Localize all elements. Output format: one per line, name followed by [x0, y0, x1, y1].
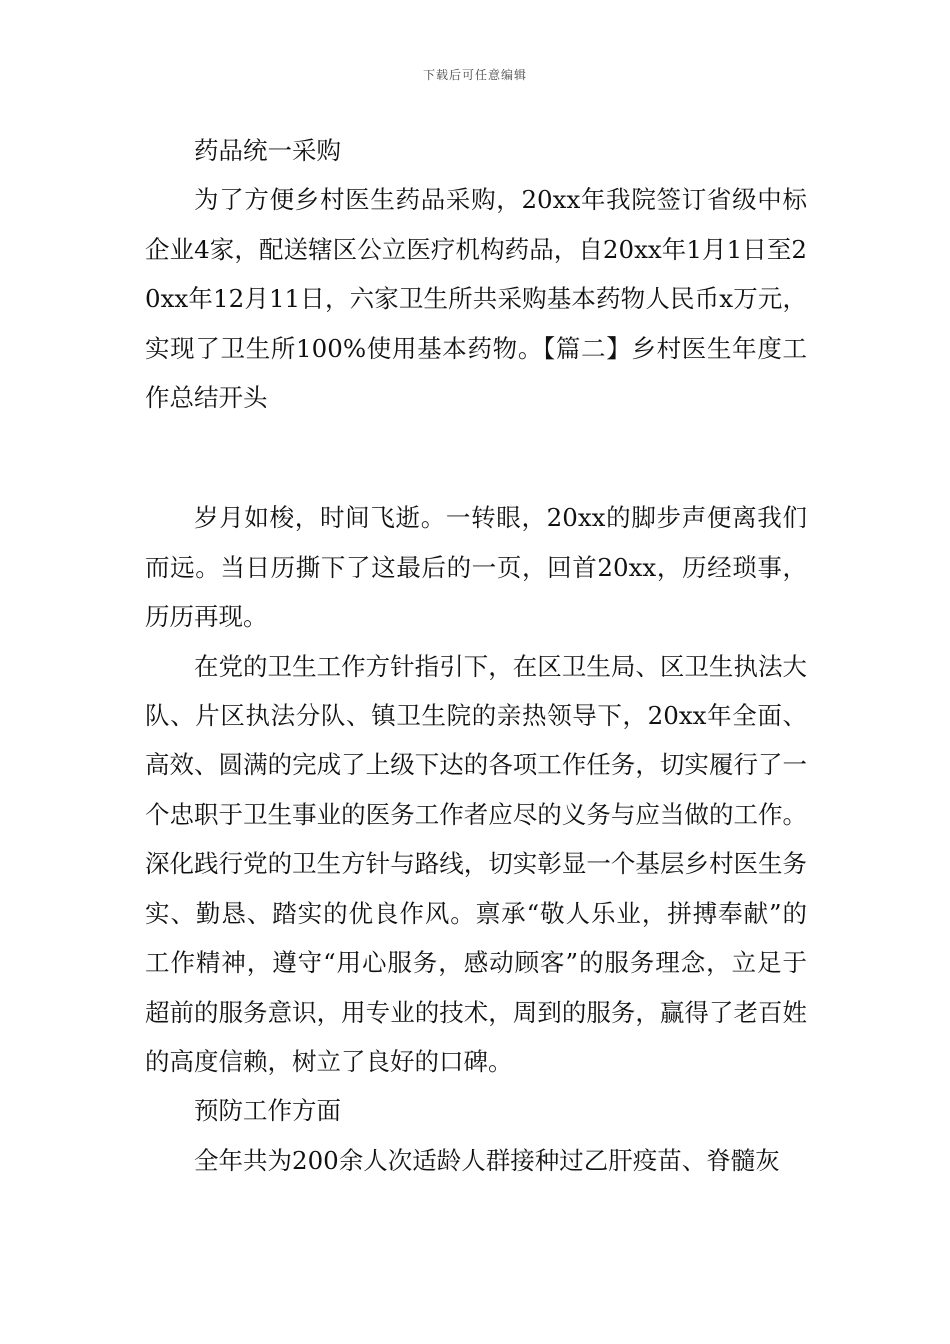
paragraph-work-summary: 在党的卫生工作方针指引下，在区卫生局、区卫生执法大队、片区执法分队、镇卫生院的亲热领导下，20xx年全面、高效、圆满的完成了上级下达的各项工作任务，切实履行了一个忠职于卫生事业的医务工作者应尽的义务与应当做的工作。深化践行党的卫生方针与路线，切实彰显一个基层乡村医生务实、勤恳、踏实的优良作风。禀承“敬人乐业，拼搏奉献”的工作精神，遵守“用心服务，感动顾客”的服务理念，立足于超前的服务意识，用专业的技术，周到的服务，赢得了老百姓的高度信赖，树立了良好的口碑。 [145, 651, 807, 1076]
section-heading-drug-procurement: 药品统一采购 [194, 136, 341, 165]
paragraph-prevention: 全年共为200余人次适龄人群接种过乙肝疫苗、脊髓灰 [194, 1145, 780, 1175]
paragraph-drug-procurement: 为了方便乡村医生药品采购，20xx年我院签订省级中标企业4家，配送辖区公立医疗机构药品，自20xx年1月1日至20xx年12月11日，六家卫生所共采购基本药物人民币x万元，实现了卫生所100%使用基本药物。【篇二】乡村医生年度工作总结开头 [145, 185, 807, 413]
section-heading-prevention: 预防工作方面 [194, 1096, 341, 1126]
document-body [145, 126, 807, 1185]
paragraph-intro: 岁月如梭，时间飞逝。一转眼，20xx的脚步声便离我们而远。当日历撕下了这最后的一页，回首20xx，历经琐事，历历再现。 [145, 503, 807, 632]
page-header-note: 下载后可任意编辑 [422, 68, 527, 82]
paragraph-gap [145, 422, 807, 493]
